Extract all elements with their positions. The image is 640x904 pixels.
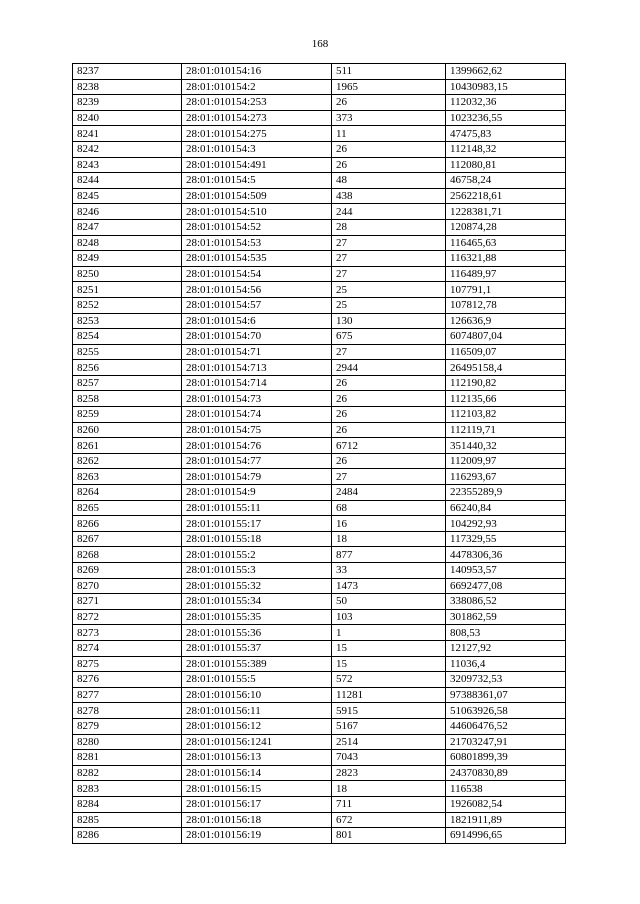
table-row (73, 64, 566, 80)
row-number-cell: 8266 (73, 516, 182, 532)
row-number-cell: 8269 (73, 563, 182, 579)
cadastral-number-cell: 28:01:010155:17 (182, 516, 332, 532)
value-cell: 112190,82 (446, 375, 566, 391)
table-row (73, 594, 566, 610)
value-cell: 12127,92 (446, 640, 566, 656)
row-number-cell: 8265 (73, 500, 182, 516)
row-number-cell: 8278 (73, 703, 182, 719)
area-cell: 26 (332, 95, 446, 111)
cadastral-number-cell: 28:01:010154:714 (182, 375, 332, 391)
table-row (73, 672, 566, 688)
value-cell: 112009,97 (446, 453, 566, 469)
cadastral-number-cell: 28:01:010154:54 (182, 266, 332, 282)
value-cell: 24370830,89 (446, 765, 566, 781)
area-cell: 5915 (332, 703, 446, 719)
area-cell: 711 (332, 796, 446, 812)
row-number-cell: 8239 (73, 95, 182, 111)
area-cell: 26 (332, 407, 446, 423)
value-cell: 351440,32 (446, 438, 566, 454)
value-cell: 2562218,61 (446, 188, 566, 204)
value-cell: 104292,93 (446, 516, 566, 532)
area-cell: 27 (332, 344, 446, 360)
area-cell: 675 (332, 329, 446, 345)
cadastral-number-cell: 28:01:010154:16 (182, 64, 332, 80)
value-cell: 116465,63 (446, 235, 566, 251)
value-cell: 120874,28 (446, 219, 566, 235)
row-number-cell: 8240 (73, 110, 182, 126)
row-number-cell: 8257 (73, 375, 182, 391)
value-cell: 112032,36 (446, 95, 566, 111)
table-row (73, 110, 566, 126)
area-cell: 27 (332, 235, 446, 251)
table-row (73, 313, 566, 329)
row-number-cell: 8275 (73, 656, 182, 672)
row-number-cell: 8285 (73, 812, 182, 828)
table-row (73, 95, 566, 111)
row-number-cell: 8248 (73, 235, 182, 251)
area-cell: 50 (332, 594, 446, 610)
table-row (73, 219, 566, 235)
table-row (73, 578, 566, 594)
value-cell: 126636,9 (446, 313, 566, 329)
value-cell: 1023236,55 (446, 110, 566, 126)
area-cell: 68 (332, 500, 446, 516)
cadastral-number-cell: 28:01:010154:535 (182, 251, 332, 267)
value-cell: 116489,97 (446, 266, 566, 282)
cadastral-number-cell: 28:01:010154:74 (182, 407, 332, 423)
table-row (73, 828, 566, 844)
page-number: 168 (311, 38, 329, 50)
cadastral-number-cell: 28:01:010156:18 (182, 812, 332, 828)
area-cell: 2484 (332, 485, 446, 501)
cadastral-number-cell: 28:01:010154:76 (182, 438, 332, 454)
row-number-cell: 8246 (73, 204, 182, 220)
table-row (73, 360, 566, 376)
row-number-cell: 8284 (73, 796, 182, 812)
row-number-cell: 8251 (73, 282, 182, 298)
table-row (73, 718, 566, 734)
value-cell: 11036,4 (446, 656, 566, 672)
cadastral-number-cell: 28:01:010154:56 (182, 282, 332, 298)
table-row (73, 407, 566, 423)
cadastral-number-cell: 28:01:010154:9 (182, 485, 332, 501)
value-cell: 107791,1 (446, 282, 566, 298)
area-cell: 130 (332, 313, 446, 329)
row-number-cell: 8242 (73, 141, 182, 157)
table-row (73, 640, 566, 656)
row-number-cell: 8264 (73, 485, 182, 501)
cadastral-number-cell: 28:01:010155:2 (182, 547, 332, 563)
table-row (73, 204, 566, 220)
row-number-cell: 8258 (73, 391, 182, 407)
value-cell: 22355289,9 (446, 485, 566, 501)
cadastral-number-cell: 28:01:010155:5 (182, 672, 332, 688)
cadastral-number-cell: 28:01:010154:70 (182, 329, 332, 345)
row-number-cell: 8262 (73, 453, 182, 469)
cadastral-number-cell: 28:01:010155:37 (182, 640, 332, 656)
row-number-cell: 8261 (73, 438, 182, 454)
area-cell: 7043 (332, 750, 446, 766)
area-cell: 27 (332, 469, 446, 485)
area-cell: 15 (332, 640, 446, 656)
area-cell: 26 (332, 391, 446, 407)
row-number-cell: 8237 (73, 64, 182, 80)
cadastral-number-cell: 28:01:010156:15 (182, 781, 332, 797)
cadastral-number-cell: 28:01:010156:14 (182, 765, 332, 781)
row-number-cell: 8260 (73, 422, 182, 438)
row-number-cell: 8253 (73, 313, 182, 329)
table-body (73, 64, 566, 844)
area-cell: 27 (332, 266, 446, 282)
cadastral-number-cell: 28:01:010154:2 (182, 79, 332, 95)
table-row (73, 687, 566, 703)
row-number-cell: 8283 (73, 781, 182, 797)
cadastral-number-cell: 28:01:010154:57 (182, 297, 332, 313)
value-cell: 140953,57 (446, 563, 566, 579)
cadastral-number-cell: 28:01:010154:6 (182, 313, 332, 329)
area-cell: 26 (332, 141, 446, 157)
area-cell: 27 (332, 251, 446, 267)
cadastral-number-cell: 28:01:010155:36 (182, 625, 332, 641)
value-cell: 107812,78 (446, 297, 566, 313)
row-number-cell: 8271 (73, 594, 182, 610)
area-cell: 26 (332, 375, 446, 391)
cadastral-number-cell: 28:01:010154:52 (182, 219, 332, 235)
row-number-cell: 8255 (73, 344, 182, 360)
value-cell: 117329,55 (446, 531, 566, 547)
row-number-cell: 8281 (73, 750, 182, 766)
area-cell: 1965 (332, 79, 446, 95)
cadastral-number-cell: 28:01:010156:19 (182, 828, 332, 844)
area-cell: 25 (332, 297, 446, 313)
value-cell: 66240,84 (446, 500, 566, 516)
table-row (73, 79, 566, 95)
area-cell: 801 (332, 828, 446, 844)
cadastral-number-cell: 28:01:010154:273 (182, 110, 332, 126)
cadastral-number-cell: 28:01:010154:71 (182, 344, 332, 360)
table-row (73, 251, 566, 267)
table-row (73, 812, 566, 828)
table-row (73, 796, 566, 812)
row-number-cell: 8279 (73, 718, 182, 734)
row-number-cell: 8243 (73, 157, 182, 173)
land-registry-table (72, 63, 566, 844)
row-number-cell: 8244 (73, 173, 182, 189)
area-cell: 373 (332, 110, 446, 126)
area-cell: 11281 (332, 687, 446, 703)
cadastral-number-cell: 28:01:010154:5 (182, 173, 332, 189)
row-number-cell: 8273 (73, 625, 182, 641)
row-number-cell: 8267 (73, 531, 182, 547)
value-cell: 1399662,62 (446, 64, 566, 80)
table-row (73, 781, 566, 797)
area-cell: 103 (332, 609, 446, 625)
row-number-cell: 8286 (73, 828, 182, 844)
cadastral-number-cell: 28:01:010154:509 (182, 188, 332, 204)
table-row (73, 126, 566, 142)
table-row (73, 453, 566, 469)
table-row (73, 344, 566, 360)
row-number-cell: 8277 (73, 687, 182, 703)
table-row (73, 485, 566, 501)
value-cell: 112135,66 (446, 391, 566, 407)
area-cell: 2514 (332, 734, 446, 750)
row-number-cell: 8263 (73, 469, 182, 485)
cadastral-number-cell: 28:01:010154:3 (182, 141, 332, 157)
area-cell: 18 (332, 781, 446, 797)
value-cell: 6074807,04 (446, 329, 566, 345)
area-cell: 6712 (332, 438, 446, 454)
value-cell: 10430983,15 (446, 79, 566, 95)
area-cell: 48 (332, 173, 446, 189)
value-cell: 97388361,07 (446, 687, 566, 703)
area-cell: 16 (332, 516, 446, 532)
row-number-cell: 8252 (73, 297, 182, 313)
row-number-cell: 8254 (73, 329, 182, 345)
cadastral-number-cell: 28:01:010154:77 (182, 453, 332, 469)
row-number-cell: 8256 (73, 360, 182, 376)
value-cell: 44606476,52 (446, 718, 566, 734)
value-cell: 51063926,58 (446, 703, 566, 719)
cadastral-number-cell: 28:01:010154:75 (182, 422, 332, 438)
table-row (73, 266, 566, 282)
area-cell: 33 (332, 563, 446, 579)
value-cell: 6692477,08 (446, 578, 566, 594)
cadastral-number-cell: 28:01:010156:13 (182, 750, 332, 766)
area-cell: 26 (332, 157, 446, 173)
table-row (73, 734, 566, 750)
table-row (73, 547, 566, 563)
cadastral-number-cell: 28:01:010155:18 (182, 531, 332, 547)
row-number-cell: 8249 (73, 251, 182, 267)
value-cell: 46758,24 (446, 173, 566, 189)
row-number-cell: 8259 (73, 407, 182, 423)
area-cell: 511 (332, 64, 446, 80)
cadastral-number-cell: 28:01:010155:3 (182, 563, 332, 579)
area-cell: 26 (332, 422, 446, 438)
table-row (73, 609, 566, 625)
area-cell: 11 (332, 126, 446, 142)
cadastral-number-cell: 28:01:010155:32 (182, 578, 332, 594)
table-row (73, 157, 566, 173)
area-cell: 672 (332, 812, 446, 828)
area-cell: 244 (332, 204, 446, 220)
cadastral-number-cell: 28:01:010154:510 (182, 204, 332, 220)
row-number-cell: 8250 (73, 266, 182, 282)
cadastral-number-cell: 28:01:010156:1241 (182, 734, 332, 750)
table-row (73, 563, 566, 579)
cadastral-number-cell: 28:01:010154:53 (182, 235, 332, 251)
cadastral-number-cell: 28:01:010156:12 (182, 718, 332, 734)
row-number-cell: 8245 (73, 188, 182, 204)
area-cell: 1473 (332, 578, 446, 594)
value-cell: 47475,83 (446, 126, 566, 142)
value-cell: 26495158,4 (446, 360, 566, 376)
area-cell: 438 (332, 188, 446, 204)
cadastral-number-cell: 28:01:010154:713 (182, 360, 332, 376)
value-cell: 116538 (446, 781, 566, 797)
table-row (73, 282, 566, 298)
value-cell: 116293,67 (446, 469, 566, 485)
row-number-cell: 8274 (73, 640, 182, 656)
value-cell: 1926082,54 (446, 796, 566, 812)
row-number-cell: 8238 (73, 79, 182, 95)
value-cell: 116509,07 (446, 344, 566, 360)
table-row (73, 438, 566, 454)
table-row (73, 531, 566, 547)
area-cell: 18 (332, 531, 446, 547)
row-number-cell: 8276 (73, 672, 182, 688)
cadastral-number-cell: 28:01:010154:275 (182, 126, 332, 142)
cadastral-number-cell: 28:01:010155:11 (182, 500, 332, 516)
value-cell: 301862,59 (446, 609, 566, 625)
area-cell: 26 (332, 453, 446, 469)
row-number-cell: 8272 (73, 609, 182, 625)
cadastral-number-cell: 28:01:010154:73 (182, 391, 332, 407)
value-cell: 112119,71 (446, 422, 566, 438)
table-row (73, 765, 566, 781)
value-cell: 808,53 (446, 625, 566, 641)
cadastral-number-cell: 28:01:010155:34 (182, 594, 332, 610)
area-cell: 2823 (332, 765, 446, 781)
cadastral-number-cell: 28:01:010156:10 (182, 687, 332, 703)
value-cell: 112080,81 (446, 157, 566, 173)
table-row (73, 173, 566, 189)
row-number-cell: 8247 (73, 219, 182, 235)
table-row (73, 141, 566, 157)
area-cell: 28 (332, 219, 446, 235)
area-cell: 2944 (332, 360, 446, 376)
value-cell: 4478306,36 (446, 547, 566, 563)
table-row (73, 422, 566, 438)
value-cell: 116321,88 (446, 251, 566, 267)
table-row (73, 375, 566, 391)
value-cell: 112148,32 (446, 141, 566, 157)
cadastral-number-cell: 28:01:010156:17 (182, 796, 332, 812)
table-row (73, 297, 566, 313)
area-cell: 5167 (332, 718, 446, 734)
value-cell: 3209732,53 (446, 672, 566, 688)
area-cell: 15 (332, 656, 446, 672)
value-cell: 1821911,89 (446, 812, 566, 828)
table-row (73, 469, 566, 485)
area-cell: 572 (332, 672, 446, 688)
table-row (73, 391, 566, 407)
value-cell: 21703247,91 (446, 734, 566, 750)
row-number-cell: 8241 (73, 126, 182, 142)
table-row (73, 750, 566, 766)
table-row (73, 703, 566, 719)
area-cell: 25 (332, 282, 446, 298)
area-cell: 877 (332, 547, 446, 563)
table-row (73, 516, 566, 532)
cadastral-number-cell: 28:01:010155:35 (182, 609, 332, 625)
cadastral-number-cell: 28:01:010154:79 (182, 469, 332, 485)
value-cell: 6914996,65 (446, 828, 566, 844)
cadastral-number-cell: 28:01:010155:389 (182, 656, 332, 672)
value-cell: 60801899,39 (446, 750, 566, 766)
row-number-cell: 8268 (73, 547, 182, 563)
value-cell: 338086,52 (446, 594, 566, 610)
table-row (73, 188, 566, 204)
row-number-cell: 8282 (73, 765, 182, 781)
table-row (73, 656, 566, 672)
value-cell: 1228381,71 (446, 204, 566, 220)
table-row (73, 500, 566, 516)
row-number-cell: 8270 (73, 578, 182, 594)
area-cell: 1 (332, 625, 446, 641)
row-number-cell: 8280 (73, 734, 182, 750)
cadastral-number-cell: 28:01:010154:253 (182, 95, 332, 111)
table-row (73, 625, 566, 641)
table-row (73, 235, 566, 251)
cadastral-number-cell: 28:01:010156:11 (182, 703, 332, 719)
cadastral-number-cell: 28:01:010154:491 (182, 157, 332, 173)
value-cell: 112103,82 (446, 407, 566, 423)
table-row (73, 329, 566, 345)
